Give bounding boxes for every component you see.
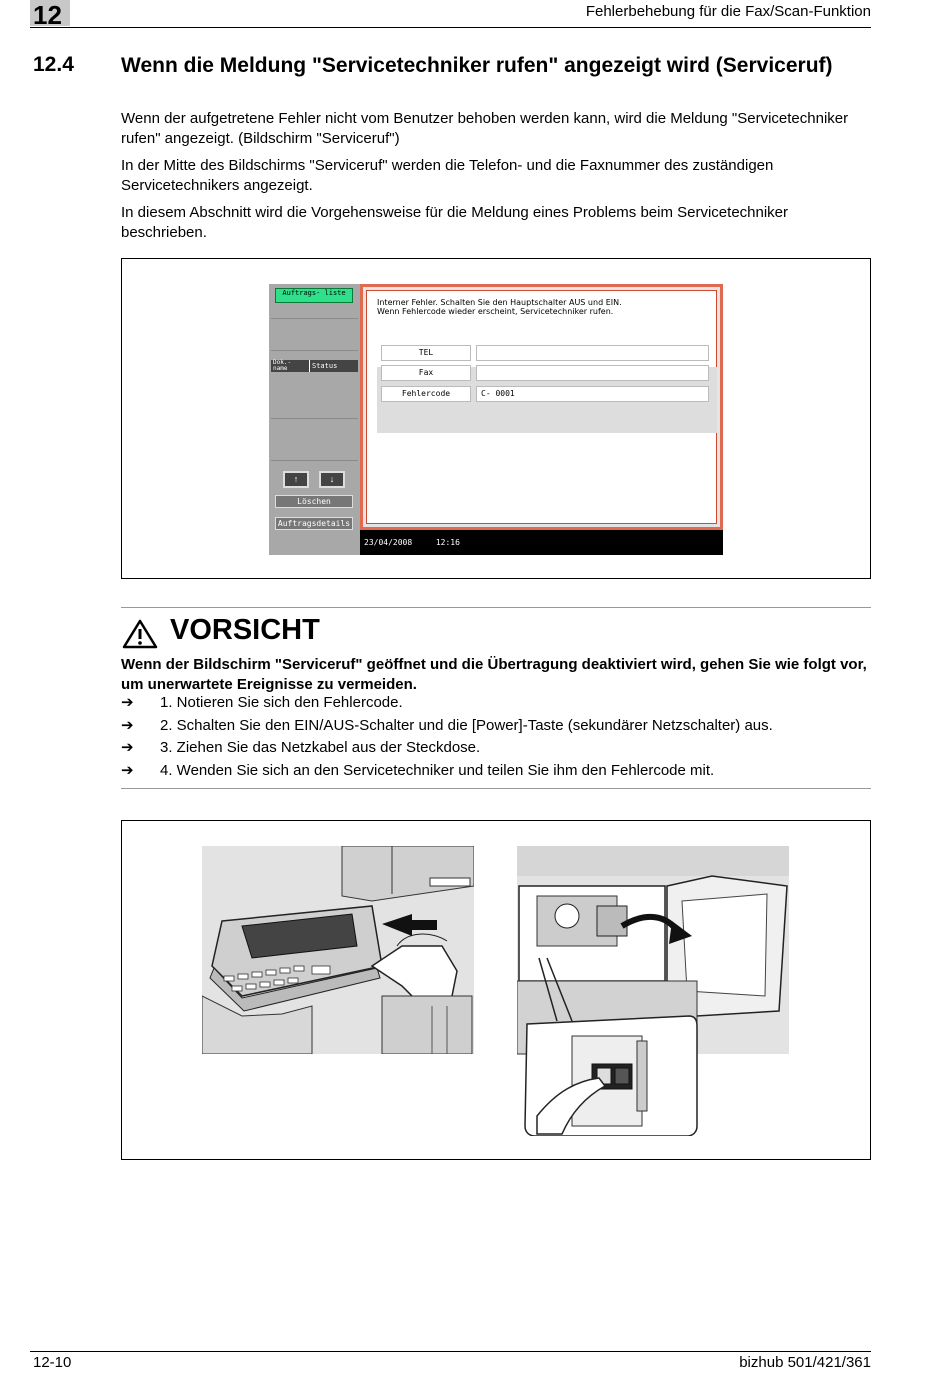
arrow-icon: ➔ (121, 694, 134, 711)
tel-value (476, 345, 709, 361)
section-title: Wenn die Meldung "Servicetechniker rufen" angezeigt wird (Serviceruf) (121, 54, 833, 77)
tel-label: TEL (381, 345, 471, 361)
power-key-illustration (202, 846, 474, 1054)
job-list-button[interactable]: Auftrags- liste (275, 288, 353, 303)
footer-divider (30, 1351, 871, 1352)
arrow-icon: ➔ (121, 739, 134, 756)
job-list-header (271, 360, 358, 372)
paragraph-screen-info: In der Mitte des Bildschirms "Serviceruf" werden die Telefon- und die Faxnummer des zuständigen Servicetechnikers angezeigt. (121, 157, 774, 194)
screen-time: 12:16 (435, 538, 460, 547)
panel-divider (271, 418, 358, 419)
panel-divider (271, 350, 358, 351)
main-switch-illustration (517, 846, 789, 1136)
caution-title: VORSICHT (170, 614, 320, 646)
service-call-dialog (360, 284, 723, 530)
warning-triangle-icon (122, 619, 158, 649)
page-number: 12-10 (33, 1354, 72, 1371)
error-code-value: C- 0001 (476, 386, 709, 402)
paragraph-procedure: In diesem Abschnitt wird die Vorgehensweise für die Meldung eines Problems beim Servicetechniker beschrieben. (121, 204, 789, 241)
arrow-icon: ➔ (121, 717, 134, 734)
step-text: 1. Notieren Sie sich den Fehlercode. (160, 694, 403, 711)
screen-date: 23/04/2008 (364, 538, 413, 547)
step-text: 2. Schalten Sie den EIN/AUS-Schalter und die [Power]-Taste (sekundärer Netzschalter) aus. (160, 717, 773, 734)
scroll-up-button[interactable]: ↑ (283, 471, 309, 488)
contact-row-tel (377, 344, 713, 362)
caution-divider-top (121, 607, 871, 608)
arrow-icon: ➔ (121, 762, 134, 779)
product-model: bizhub 501/421/361 (739, 1354, 871, 1371)
error-message: Interner Fehler. Schalten Sie den Hauptschalter AUS und EIN. Wenn Fehlercode wieder erscheint, Servicetechniker rufen. (377, 298, 622, 316)
panel-divider (271, 460, 358, 461)
screen-status-bar (360, 530, 723, 555)
job-details-button[interactable]: Auftragsdetails (275, 517, 353, 530)
figure-power-switches (121, 820, 871, 1160)
header-divider (30, 27, 871, 28)
chapter-number: 12 (33, 0, 62, 30)
contact-row-fax (377, 364, 713, 382)
figure-service-screen (121, 258, 871, 579)
paragraph-intro: Wenn der aufgetretene Fehler nicht vom Benutzer behoben werden kann, wird die Meldung "Servicetechniker rufen" angezeigt. (Bildschirm "Serviceruf") (121, 110, 849, 147)
contact-row-error-code (377, 385, 713, 403)
scroll-down-button[interactable]: ↓ (319, 471, 345, 488)
panel-divider (271, 318, 358, 319)
fax-label: Fax (381, 365, 471, 381)
delete-button[interactable]: Löschen (275, 495, 353, 508)
screen-left-panel (269, 284, 360, 555)
running-header: Fehlerbehebung für die Fax/Scan-Funktion (585, 3, 871, 20)
caution-divider-bottom (121, 788, 871, 789)
error-code-label: Fehlercode (381, 386, 471, 402)
fax-value (476, 365, 709, 381)
step-text: 3. Ziehen Sie das Netzkabel aus der Steckdose. (160, 739, 481, 756)
column-doc-name: Dok.- name (273, 359, 292, 372)
column-status: Status (309, 360, 337, 372)
caution-text: Wenn der Bildschirm "Serviceruf" geöffnet und die Übertragung deaktiviert wird, gehen Sie wie folgt vor, um unerwartete Ereignisse zu vermeiden. (121, 656, 867, 693)
step-text: 4. Wenden Sie sich an den Servicetechniker und teilen Sie ihm den Fehlercode mit. (160, 762, 715, 779)
service-call-panel (366, 290, 717, 524)
control-panel-screen (269, 284, 723, 555)
section-number: 12.4 (33, 53, 74, 76)
